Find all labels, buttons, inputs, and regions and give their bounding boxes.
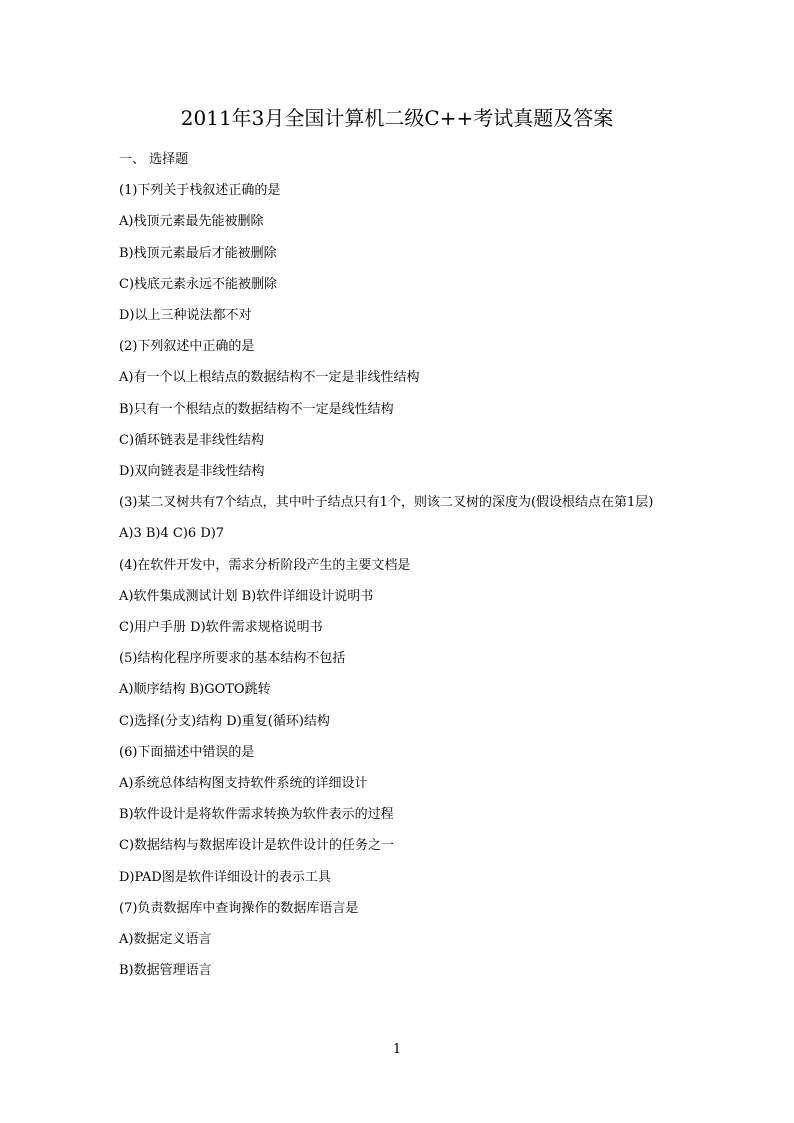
question-5-options-ab: A)顺序结构 B)GOTO跳转	[119, 682, 271, 698]
question-2-option-c: C)循环链表是非线性结构	[119, 432, 265, 448]
question-2-option-d: D)双向链表是非线性结构	[119, 464, 265, 480]
question-2-option-b: B)只有一个根结点的数据结构不一定是线性结构	[119, 401, 394, 417]
question-1-option-c: C)栈底元素永远不能被删除	[119, 276, 278, 292]
question-4-options-cd: C)用户手册 D)软件需求规格说明书	[119, 620, 323, 636]
question-6-option-c: C)数据结构与数据库设计是软件设计的任务之一	[119, 838, 395, 854]
question-4: (4)在软件开发中，需求分析阶段产生的主要文档是	[119, 557, 411, 573]
question-7: (7)负责数据库中查询操作的数据库语言是	[119, 900, 359, 916]
question-1: (1)下列关于栈叙述正确的是	[119, 183, 281, 199]
document-title: 2011年3月全国计算机二级C++考试真题及答案	[180, 106, 614, 130]
question-6-option-a: A)系统总体结构图支持软件系统的详细设计	[119, 776, 368, 792]
question-6-option-b: B)软件设计是将软件需求转换为软件表示的过程	[119, 807, 394, 823]
question-2: (2)下列叙述中正确的是	[119, 339, 255, 355]
question-1-option-b: B)栈顶元素最后才能被删除	[119, 245, 277, 261]
section-heading: 一、 选择题	[119, 152, 189, 167]
document-body	[119, 144, 679, 986]
question-5: (5)结构化程序所要求的基本结构不包括	[119, 651, 346, 667]
question-2-option-a: A)有一个以上根结点的数据结构不一定是非线性结构	[119, 370, 420, 386]
question-1-option-d: D)以上三种说法都不对	[119, 308, 252, 324]
question-7-option-a: A)数据定义语言	[119, 932, 212, 948]
question-1-option-a: A)栈顶元素最先能被删除	[119, 214, 264, 230]
question-7-option-b: B)数据管理语言	[119, 963, 212, 979]
question-3-options: A)3 B)4 C)6 D)7	[119, 526, 225, 542]
question-6-option-d: D)PAD图是软件详细设计的表示工具	[119, 869, 331, 885]
question-4-options-ab: A)软件集成测试计划 B)软件详细设计说明书	[119, 588, 374, 604]
question-3: (3)某二叉树共有7个结点，其中叶子结点只有1个，则该二叉树的深度为(假设根结点在第1层)	[119, 495, 654, 511]
question-5-options-cd: C)选择(分支)结构 D)重复(循环)结构	[119, 713, 330, 729]
page-number: 1	[392, 1042, 402, 1057]
question-6: (6)下面描述中错误的是	[119, 744, 255, 760]
